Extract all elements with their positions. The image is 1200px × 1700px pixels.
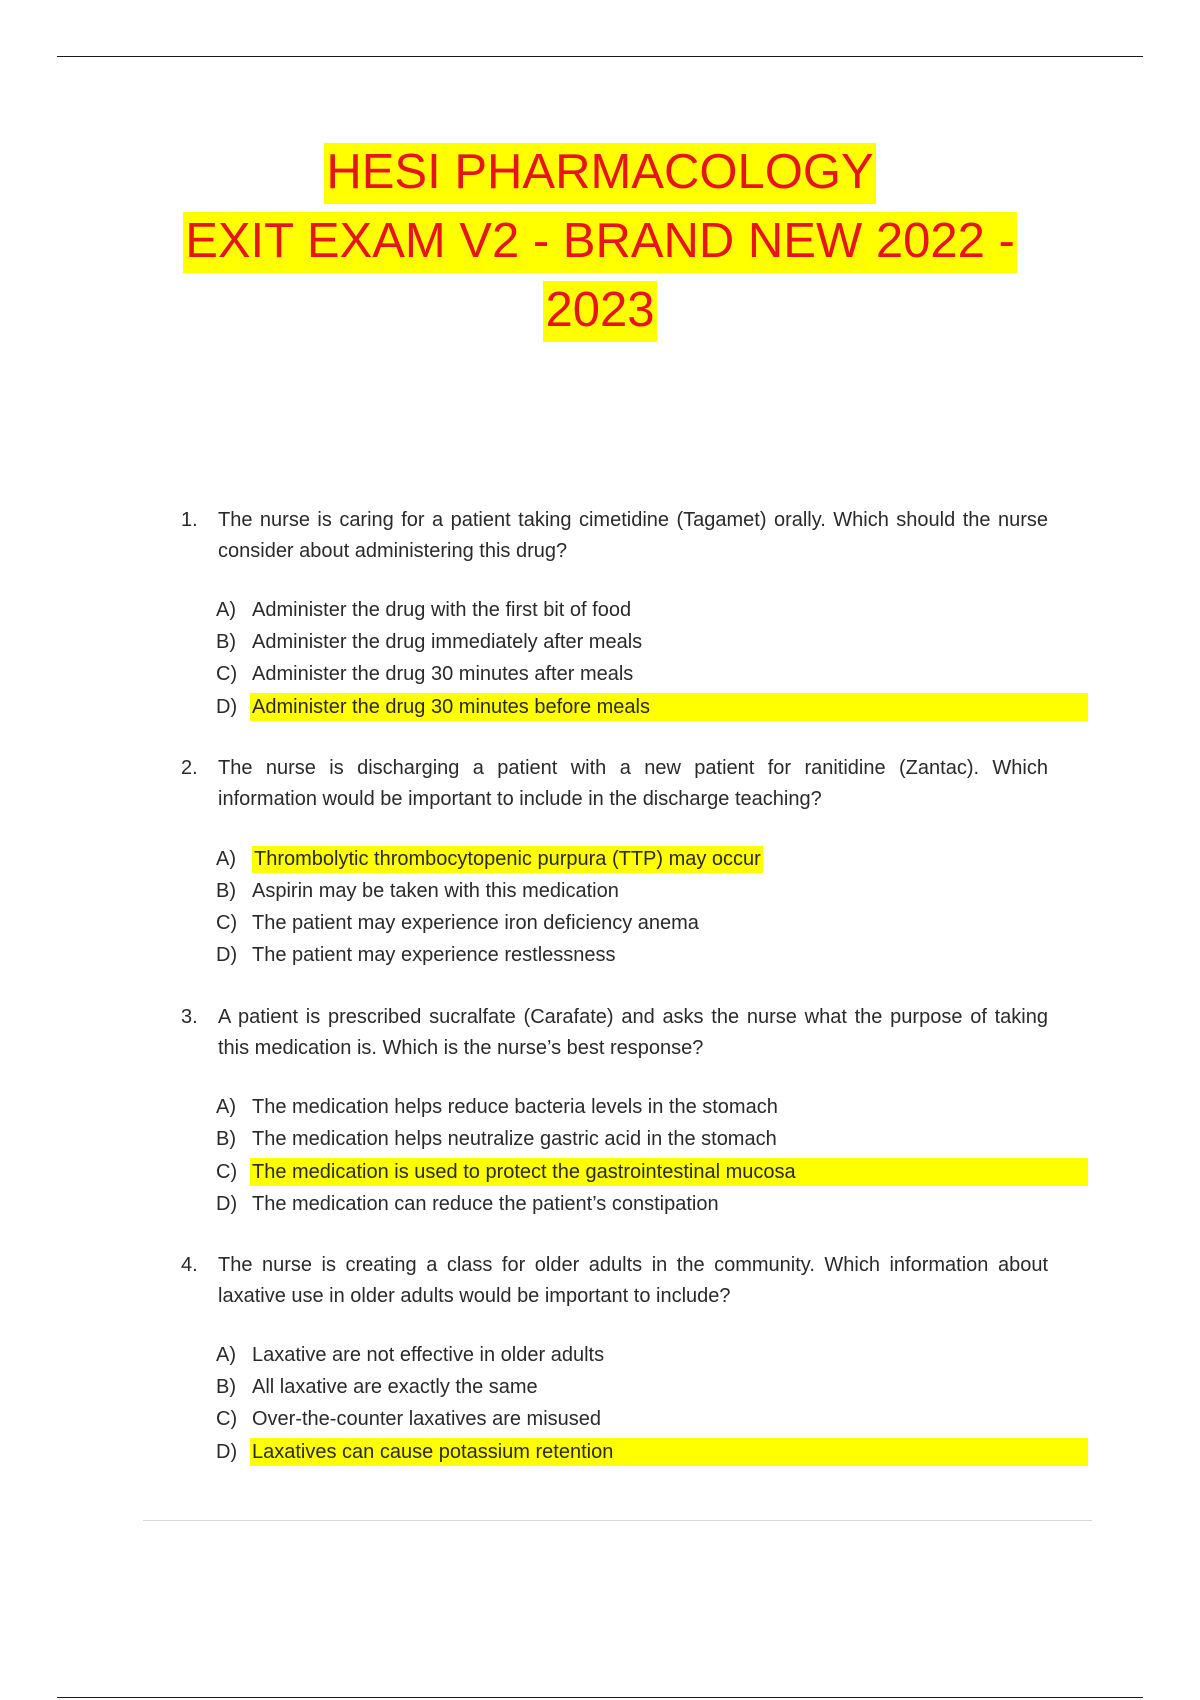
option-letter: A)	[216, 1096, 236, 1118]
option-text: The medication can reduce the patient’s constipation	[252, 1193, 719, 1215]
option-letter: C)	[216, 1161, 238, 1183]
option-1c	[0, 659, 1200, 689]
option-2d	[0, 940, 1200, 970]
title-line-3: 2023	[0, 276, 1200, 345]
option-1a	[0, 595, 1200, 625]
question-number: 1.	[181, 509, 198, 531]
option-letter: C)	[216, 1408, 238, 1430]
option-text: Administer the drug 30 minutes before meals	[252, 696, 650, 718]
question-number: 2.	[181, 757, 198, 779]
option-1b	[0, 627, 1200, 657]
question-number: 4.	[181, 1254, 198, 1276]
question-text: The nurse is creating a class for older adults in the community. Which information about laxative use in older adults would be important to include?	[218, 1254, 1048, 1307]
option-text: The medication is used to protect the gastrointestinal mucosa	[252, 1161, 796, 1183]
option-letter: A)	[216, 599, 236, 621]
option-text: The medication helps neutralize gastric acid in the stomach	[252, 1128, 777, 1150]
option-letter: B)	[216, 880, 236, 902]
option-3c-answer	[0, 1157, 1200, 1187]
option-text: Administer the drug with the first bit of food	[252, 599, 632, 621]
option-text: Over-the-counter laxatives are misused	[252, 1408, 602, 1430]
option-text: Laxative are not effective in older adults	[252, 1344, 605, 1366]
option-2a-answer	[0, 844, 1200, 874]
option-letter: B)	[216, 1376, 236, 1398]
question-text: The nurse is discharging a patient with a new patient for ranitidine (Zantac). Which information would be important to include in the discharge teaching?	[218, 757, 1048, 810]
option-letter: B)	[216, 1128, 236, 1150]
option-2b	[0, 876, 1200, 906]
option-text: The patient may experience iron deficiency anema	[252, 912, 699, 934]
page-bottom-rule	[57, 1697, 1143, 1698]
document-title	[0, 138, 1200, 345]
option-text: Administer the drug 30 minutes after meals	[252, 663, 634, 685]
option-3d	[0, 1189, 1200, 1219]
option-1d-answer	[0, 692, 1200, 722]
option-letter: D)	[216, 696, 238, 718]
option-4b	[0, 1372, 1200, 1402]
option-4c	[0, 1404, 1200, 1434]
option-letter: C)	[216, 663, 238, 685]
option-letter: D)	[216, 1441, 238, 1463]
question-number: 3.	[181, 1006, 198, 1028]
option-4d-answer	[0, 1437, 1200, 1467]
option-letter: A)	[216, 1344, 236, 1366]
option-text: Administer the drug immediately after meals	[252, 631, 643, 653]
option-2c	[0, 908, 1200, 938]
option-text: Thrombolytic thrombocytopenic purpura (TTP) may occur	[252, 846, 763, 873]
option-letter: C)	[216, 912, 238, 934]
footer-divider	[143, 1520, 1092, 1521]
title-line-1: HESI PHARMACOLOGY	[0, 138, 1200, 207]
option-letter: D)	[216, 944, 238, 966]
option-3b	[0, 1124, 1200, 1154]
option-text: The medication helps reduce bacteria levels in the stomach	[252, 1096, 778, 1118]
option-letter: A)	[216, 848, 236, 870]
question-text: A patient is prescribed sucralfate (Carafate) and asks the nurse what the purpose of taking this medication is. Which is the nurse’s best response?	[218, 1006, 1048, 1059]
option-letter: D)	[216, 1193, 238, 1215]
option-text: The patient may experience restlessness	[252, 944, 616, 966]
option-text: Aspirin may be taken with this medication	[252, 880, 619, 902]
question-text: The nurse is caring for a patient taking cimetidine (Tagamet) orally. Which should the nurse consider about administering this drug?	[218, 509, 1048, 562]
page-top-rule	[57, 56, 1143, 57]
option-4a	[0, 1340, 1200, 1370]
option-letter: B)	[216, 631, 236, 653]
option-text: Laxatives can cause potassium retention	[252, 1441, 614, 1463]
option-3a	[0, 1092, 1200, 1122]
option-text: All laxative are exactly the same	[252, 1376, 538, 1398]
title-line-2: EXIT EXAM V2 - BRAND NEW 2022 -	[0, 207, 1200, 276]
